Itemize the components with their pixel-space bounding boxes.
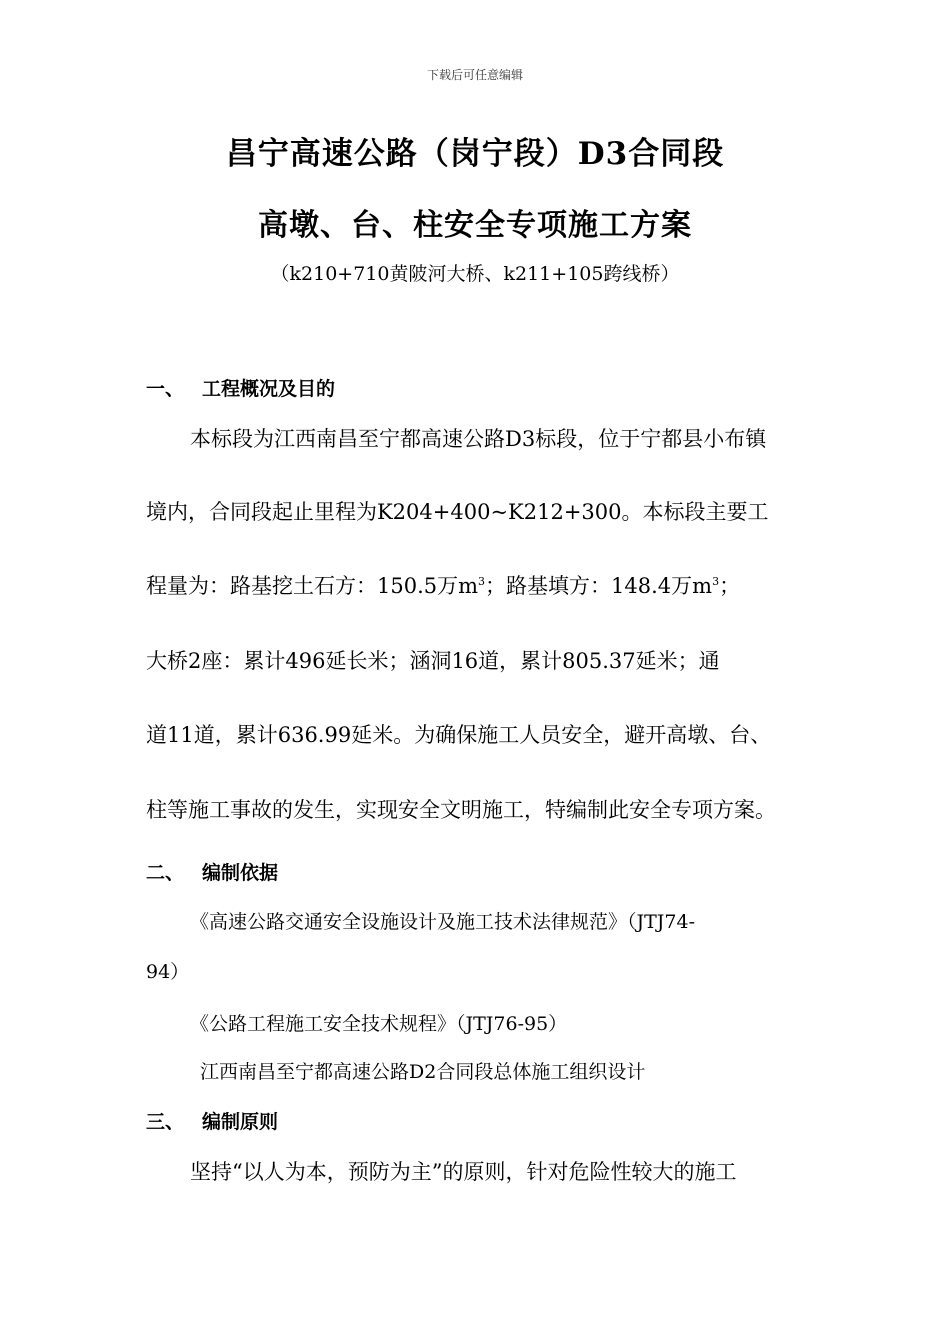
document-subtitle-main: 高墩、台、柱安全专项施工方案 xyxy=(258,208,692,243)
section-number: 二、 xyxy=(146,862,185,884)
header-note: 下载后可任意编辑 xyxy=(426,68,523,82)
reference-line: 《公路工程施工安全技术规程》（JTJ76-95） xyxy=(190,1013,568,1035)
text-run: ； xyxy=(719,574,741,598)
reference-line: 《高速公路交通安全设施设计及施工技术法律规范》（JTJ74- xyxy=(190,911,696,933)
text-run: 程量为：路基挖土石方：150.5万m xyxy=(146,574,479,598)
superscript: 3 xyxy=(478,575,486,588)
section-number: 三、 xyxy=(146,1111,185,1133)
section-title: 编制原则 xyxy=(202,1111,279,1133)
text-run: ；路基填方：148.4万m xyxy=(485,574,713,598)
section-heading-2 xyxy=(146,858,278,885)
section-number: 一、 xyxy=(146,378,185,400)
paragraph-line: 境内，合同段起止里程为K204+400~K212+300。本标段主要工 xyxy=(146,500,769,524)
document-subtitle-scope: （k210+710黄陂河大桥、k211+105跨线桥） xyxy=(270,263,680,285)
section-title: 工程概况及目的 xyxy=(202,378,336,400)
section-heading-3 xyxy=(146,1107,278,1134)
paragraph-line: 道11道，累计636.99延米。为确保施工人员安全，避开高墩、台、 xyxy=(146,723,772,747)
superscript: 3 xyxy=(712,575,720,588)
paragraph-line: 本标段为江西南昌至宁都高速公路D3标段，位于宁都县小布镇 xyxy=(190,427,767,451)
paragraph-line: 柱等施工事故的发生，实现安全文明施工，特编制此安全专项方案。 xyxy=(146,798,776,822)
paragraph-line: 大桥2座：累计496延长米；涵洞16道，累计805.37延米；通 xyxy=(146,649,720,673)
reference-line: 江西南昌至宁都高速公路D2合同段总体施工组织设计 xyxy=(200,1061,646,1083)
section-heading-1 xyxy=(146,374,335,401)
reference-line: 94） xyxy=(146,961,190,983)
paragraph-line: 坚持“以人为本，预防为主”的原则，针对危险性较大的施工 xyxy=(190,1160,737,1184)
section-title: 编制依据 xyxy=(202,862,279,884)
paragraph-line xyxy=(146,570,740,600)
document-title: 昌宁高速公路（岗宁段）D3合同段 xyxy=(225,136,725,172)
